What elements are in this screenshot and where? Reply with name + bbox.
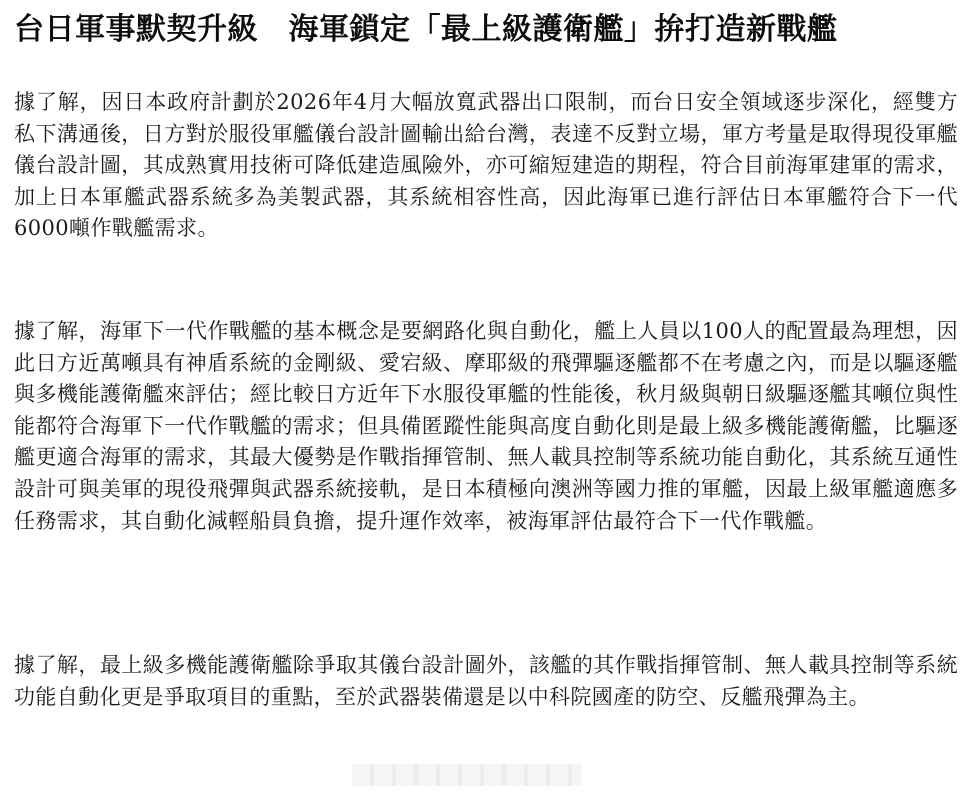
article-paragraph-1: 據了解，因日本政府計劃於2026年4月大幅放寬武器出口限制，而台日安全領域逐步深化，經雙方私下溝通後，日方對於服役軍艦儀台設計圖輸出給台灣，表達不反對立場，軍方考量是取得現役軍艦儀台設計圖，其成熟實用技術可降低建造風險外，亦可縮短建造的期程，符合目前海軍建軍的需求，加上日本軍艦武器系統多為美製武器，其系統相容性高，因此海軍已進行評估日本軍艦符合下一代6000噸作戰艦需求。: [14, 90, 958, 241]
article-title: 台日軍事默契升級 海軍鎖定「最上級護衛艦」拚打造新戰艦: [14, 12, 838, 47]
article-paragraph-2: 據了解，海軍下一代作戰艦的基本概念是要網路化與自動化，艦上人員以100人的配置最為理想，因此日方近萬噸具有神盾系統的金剛級、愛宕級、摩耶級的飛彈驅逐艦都不在考慮之內，而是以驅逐艦與多機能護衛艦來評估；經比較日方近年下水服役軍艦的性能後，秋月級與朝日級驅逐艦其噸位與性能都符合海軍下一代作戰艦的需求；但具備匿蹤性能與高度自動化則是最上級多機能護衛艦，比驅逐艦更適合海軍的需求，其最大優勢是作戰指揮管制、無人載具控制等系統功能自動化，其系統互通性設計可與美軍的現役飛彈與武器系統接軌，是日本積極向澳洲等國力推的軍艦，因最上級軍艦適應多任務需求，其自動化減輕船員負擔，提升運作效率，被海軍評估最符合下一代作戰艦。: [14, 319, 958, 533]
article-paragraph-3: 據了解，最上級多機能護衛艦除爭取其儀台設計圖外，該艦的其作戰指揮管制、無人載具控制等系統功能自動化更是爭取項目的重點，至於武器裝備還是以中科院國產的防空、反艦飛彈為主。: [14, 653, 958, 709]
blurred-watermark: [352, 764, 582, 786]
